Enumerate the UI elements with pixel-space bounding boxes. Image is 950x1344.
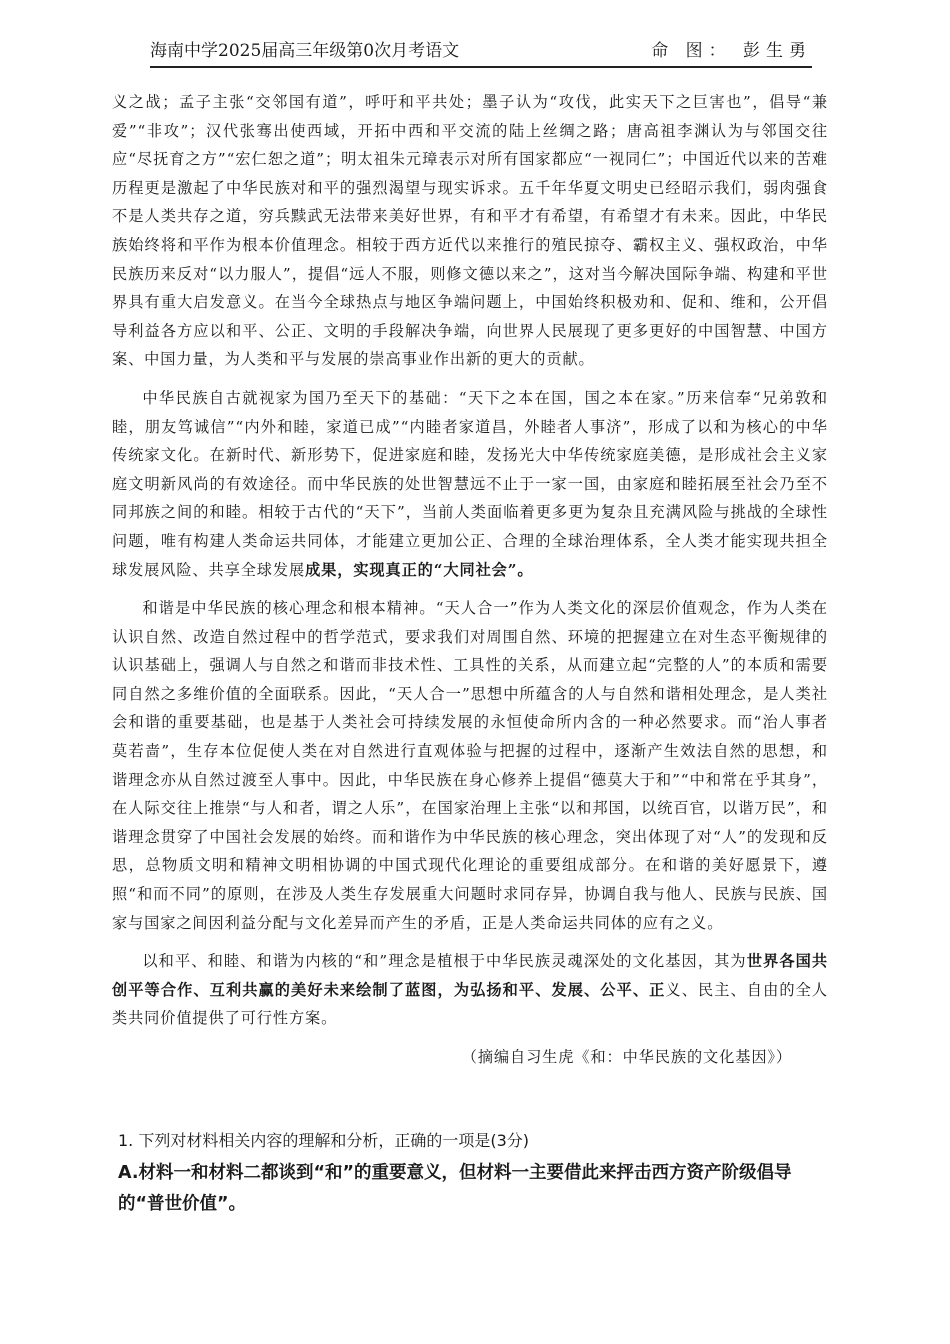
source-citation: （摘编自习生虎《和：中华民族的文化基因》） (461, 1048, 792, 1066)
question-1-option-a: A.材料一和材料二都谈到“和”的重要意义，但材料一主要借此来抨击西方资产阶级倡导的“普世价值”。 (118, 1163, 792, 1214)
paragraph-peace: 义之战；孟子主张“交邻国有道”，呼吁和平共处；墨子认为“攻伐，此实天下之巨害也”，倡导“兼爱”“非攻”；汉代张骞出使西域，开拓中西和平交流的陆上丝绸之路；唐高祖李渊认为与邻国交往应“尽抚育之方”“宏仁恕之道”；明太祖朱元璋表示对所有国家都应“一视同仁”；中国近代以来的苦难历程更是激起了中华民族对和平的强烈渴望与现实诉求。五千年华夏文明史已经昭示我们，弱肉强食不是人类共存之道，穷兵黩武无法带来美好世界，有和平才有希望，有希望才有未来。因此，中华民族始终将和平作为根本价值理念。相较于西方近代以来推行的殖民掠夺、霸权主义、强权政治，中华民族历来反对“以力服人”，提倡“远人不服，则修文德以来之”，这对当今解决国际争端、构建和平世界具有重大启发意义。在当今全球热点与地区争端问题上，中国始终积极劝和、促和、维和，公开倡导利益各方应以和平、公正、文明的手段解决争端，向世界人民展现了更多更好的中国智慧、中国方案、中国力量，为人类和平与发展的崇高事业作出新的更大的贡献。 (112, 93, 828, 369)
paragraph-family (112, 384, 828, 584)
paragraph-harmony: 和谐是中华民族的核心理念和根本精神。“天人合一”作为人类文化的深层价值观念，作为人类在认识自然、改造自然过程中的哲学范式，要求我们对周围自然、环境的把握建立在对生态平衡规律的认识基础上，强调人与自然之和谐而非技术性、工具性的关系，从而建立起“完整的人”的本质和需要同自然之多维价值的全面联系。因此，“天人合一”思想中所蕴含的人与自然和谐相处理念，是人类社会和谐的重要基础，也是基于人类社会可持续发展的永恒使命所内含的一种必然要求。而“治人事者莫若啬”，生存本位促使人类在对自然进行直观体验与把握的过程中，逐渐产生效法自然的思想，和谐理念亦从自然过渡至人事中。因此，中华民族在身心修养上提倡“德莫大于和”“中和常在乎其身”，在人际交往上推崇“与人和者，谓之人乐”，在国家治理上主张“以和邦国，以统百官，以谐万民”，和谐理念贯穿了中国社会发展的始终。而和谐作为中华民族的核心理念，突出体现了对“人”的发现和反思，总物质文明和精神文明相协调的中国式现代化理论的重要组成部分。在和谐的美好愿景下，遵照“和而不同”的原则，在涉及人类生存发展重大问题时求同存异，协调自我与他人、民族与民族、国家与国家之间因利益分配与文化差异而产生的矛盾，正是人类命运共同体的应有之义。 (112, 599, 828, 932)
paragraph-conclusion-bold: 世界各国共创平等合作、互利共赢的美好未来绘制了蓝图，为弘扬和平、发展、公平、正 (112, 952, 828, 999)
page-header (150, 36, 812, 68)
header-author: 命 图： 彭生勇 (651, 41, 812, 61)
paragraph-conclusion (112, 947, 828, 1033)
paragraph-family-bold: 成果，实现真正的“大同社会”。 (305, 560, 534, 579)
paragraph-family-text: 中华民族自古就视家为国乃至天下的基础：“天下之本在国，国之本在家。”历来信奉“兄弟敦和睦，朋友笃诚信”“内外和睦，家道已成”“内睦者家道昌，外睦者人事济”，形成了以和为核心的中华传统家文化。在新时代、新形势下，促进家庭和睦，发扬光大中华传统家庭美德，是形成社会主义家庭文明新风尚的有效途径。而中华民族的处世智慧远不止于一家一国，由家庭和睦拓展至社会乃至不同邦族之间的和睦。相较于古代的“天下”，当前人类面临着更多更为复杂且充满风险与挑战的全球性问题，唯有构建人类命运共同体，才能建立更加公正、合理的全球治理体系，全人类才能实现共担全球发展风险、共享全球发展 (112, 388, 828, 579)
reading-passage (112, 88, 828, 1072)
paragraph-conclusion-lead: 以和平、和睦、和谐为内核的“和”理念是植根于中华民族灵魂深处的文化基因，其为 (142, 952, 747, 971)
header-exam-title: 海南中学2025届高三年级第0次月考语文 (150, 41, 460, 61)
question-1-stem: 1. 下列对材料相关内容的理解和分析，正确的一项是(3分) (118, 1131, 530, 1150)
paragraph-conclusion-tail: 义、民主、自由的全人类共同价值提供了可行性方案。 (112, 980, 829, 1028)
